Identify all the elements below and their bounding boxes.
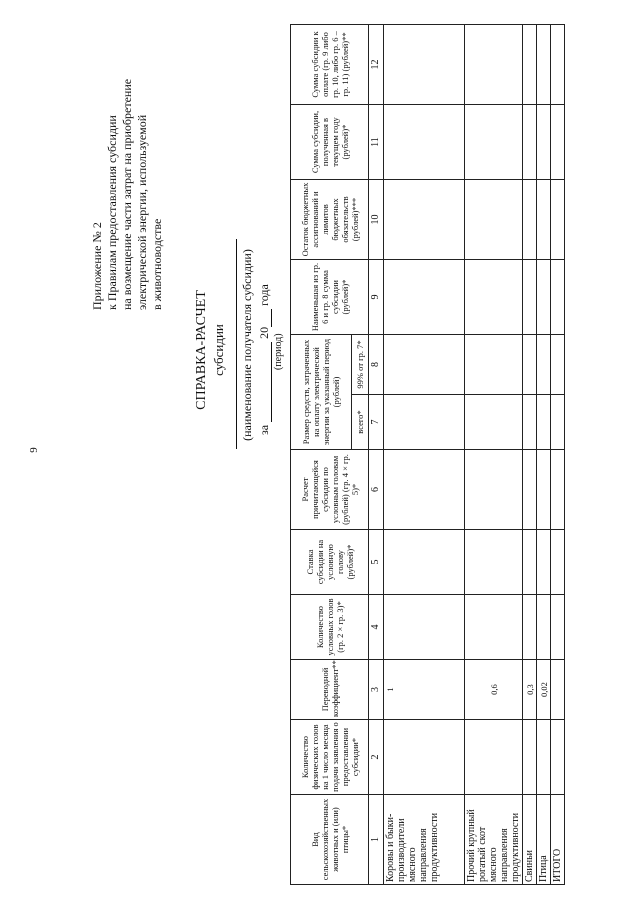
col-number: 12 <box>369 25 384 105</box>
header-row <box>291 25 352 885</box>
annex-line: электрической энергии, используемой <box>135 114 149 310</box>
table-cell <box>384 450 465 530</box>
table-cell <box>384 180 465 260</box>
col-number: 4 <box>369 595 384 660</box>
row-label: Коровы и быки-производители мясного направления продуктивности <box>384 795 465 885</box>
table-cell <box>465 25 523 105</box>
table-cell <box>465 450 523 530</box>
recipient-label: (наименование получателя субсидии) <box>240 249 254 441</box>
header-col1: Вид сельскохозяйственных животных и (или) птицы* <box>291 795 369 885</box>
recipient-name-line <box>236 239 237 449</box>
header-col12: Сумма субсидии к оплате (гр. 9 либо гр. 10, либо гр. 6 – гр. 11) (рублей)** <box>291 25 369 105</box>
period-year: 20 <box>257 326 271 339</box>
header-col6: Расчет причитающейся субсидии по условным головам (рублей) (гр. 4 × гр. 5)* <box>291 450 369 530</box>
table-cell <box>537 720 551 795</box>
table-cell <box>523 720 537 795</box>
table-cell <box>551 180 565 260</box>
header-col78: Размер средств, затраченных на оплату электрической энергии за указанный период (рублей) <box>291 335 352 450</box>
col-number: 10 <box>369 180 384 260</box>
table-cell <box>384 25 465 105</box>
col-number: 3 <box>369 660 384 720</box>
table-cell <box>523 530 537 595</box>
table-cell <box>384 530 465 595</box>
table-cell <box>465 595 523 660</box>
table-cell <box>523 395 537 450</box>
table-cell <box>551 335 565 395</box>
column-number-row <box>369 25 384 885</box>
table-cell <box>523 105 537 180</box>
table-cell <box>465 260 523 335</box>
header-col2: Количество физических голов на 1 число месяца подачи заявления о предоставлении субсидии* <box>291 720 369 795</box>
table-row <box>523 25 537 885</box>
table-cell <box>537 260 551 335</box>
table-cell <box>537 180 551 260</box>
annex-line: в животноводстве <box>150 218 164 310</box>
table-cell <box>551 395 565 450</box>
table-cell <box>523 335 537 395</box>
page-number: 9 <box>28 447 40 453</box>
table-cell <box>523 260 537 335</box>
table-cell <box>537 450 551 530</box>
header-col4: Количество условных голов (гр. 2 × гр. 3)* <box>291 595 369 660</box>
table-cell <box>551 450 565 530</box>
table-cell <box>384 105 465 180</box>
period-blank <box>259 342 272 422</box>
row-label: Птица <box>537 795 551 885</box>
col-number: 1 <box>369 795 384 885</box>
col-number: 11 <box>369 105 384 180</box>
table-cell <box>551 260 565 335</box>
period-label: (период) <box>273 333 284 370</box>
table-row <box>465 25 523 885</box>
table-cell <box>465 180 523 260</box>
table-cell <box>537 105 551 180</box>
col-number: 5 <box>369 530 384 595</box>
table-cell <box>465 530 523 595</box>
col-number: 9 <box>369 260 384 335</box>
table-cell <box>384 335 465 395</box>
header-col7: всего* <box>352 395 369 450</box>
header-col3: Переводной коэффициент** <box>291 660 369 720</box>
header-col8: 99% от гр. 7* <box>352 335 369 395</box>
row-label: ИТОГО <box>551 795 565 885</box>
header-col11: Сумма субсидии, полученная в текущем году (рублей)* <box>291 105 369 180</box>
col-number: 7 <box>369 395 384 450</box>
table-cell <box>384 395 465 450</box>
coefficient-cell: 0,02 <box>537 660 551 720</box>
document-subtitle: субсидии <box>211 324 226 376</box>
table-cell <box>523 450 537 530</box>
table-cell <box>465 335 523 395</box>
table-cell <box>523 25 537 105</box>
header-col9: Наименьшая из гр. 6 и гр. 8 сумма субсидии (рублей)* <box>291 260 369 335</box>
document-title: СПРАВКА-РАСЧЕТ <box>194 290 209 410</box>
row-label: Прочий крупный рогатый скот мясного направления продуктивности <box>465 795 523 885</box>
col-number: 8 <box>369 335 384 395</box>
total-row <box>551 25 565 885</box>
header-col5: Ставка субсидии на условную голову (рублей)* <box>291 530 369 595</box>
table-cell <box>465 105 523 180</box>
table-cell <box>551 595 565 660</box>
coefficient-cell: 0,6 <box>465 660 523 720</box>
table-cell <box>537 395 551 450</box>
period-prefix: за <box>257 424 271 435</box>
table-cell <box>523 595 537 660</box>
annex-line: к Правилам предоставления субсидии <box>105 115 119 310</box>
table-cell <box>551 530 565 595</box>
table-cell <box>537 25 551 105</box>
table-cell <box>465 720 523 795</box>
annex-line: Приложение № 2 <box>90 222 104 310</box>
coefficient-cell <box>551 660 565 720</box>
table-row <box>384 25 465 885</box>
coefficient-cell: 1 <box>384 660 465 720</box>
header-col10: Остаток бюджетных ассигнований и лимитов бюджетных обязательств (рублей)*** <box>291 180 369 260</box>
col-number: 6 <box>369 450 384 530</box>
annex-block <box>90 70 165 310</box>
table-cell <box>384 720 465 795</box>
year-blank <box>259 309 272 327</box>
period-row <box>257 195 272 435</box>
table-cell <box>551 720 565 795</box>
table-cell <box>523 180 537 260</box>
table-cell <box>537 530 551 595</box>
row-label: Свиньи <box>523 795 537 885</box>
table-cell <box>551 25 565 105</box>
period-suffix: года <box>257 284 271 306</box>
annex-line: на возмещение части затрат на приобретение <box>120 78 134 310</box>
table-cell <box>465 395 523 450</box>
table-cell <box>537 335 551 395</box>
table-row <box>537 25 551 885</box>
coefficient-cell: 0,3 <box>523 660 537 720</box>
col-number: 2 <box>369 720 384 795</box>
table-cell <box>384 595 465 660</box>
table-cell <box>384 260 465 335</box>
calculation-table <box>290 24 565 885</box>
table-cell <box>551 105 565 180</box>
table-cell <box>537 595 551 660</box>
